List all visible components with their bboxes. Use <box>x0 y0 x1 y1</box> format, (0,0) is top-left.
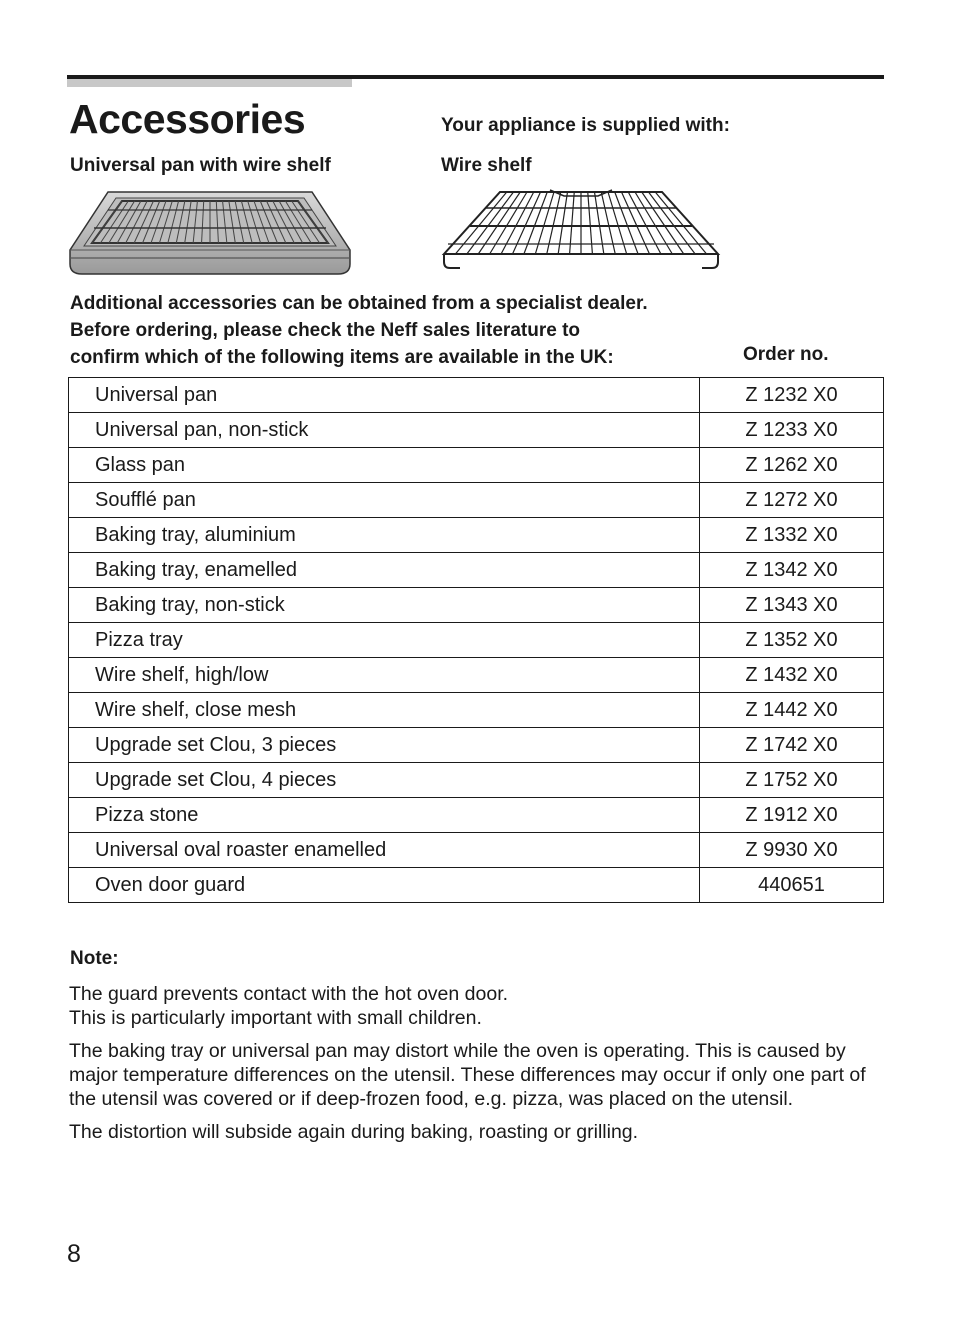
accessory-name: Baking tray, aluminium <box>69 518 700 553</box>
intro-line-1: Additional accessories can be obtained from a specialist dealer. <box>70 293 648 314</box>
accessory-order-number: Z 1742 X0 <box>700 728 884 763</box>
accessory-name: Soufflé pan <box>69 483 700 518</box>
accessory-order-number: Z 1343 X0 <box>700 588 884 623</box>
universal-pan-illustration <box>68 188 352 280</box>
accessory-name: Pizza stone <box>69 798 700 833</box>
table-row <box>69 798 884 833</box>
accessory-name: Wire shelf, high/low <box>69 658 700 693</box>
accessory-order-number: Z 1342 X0 <box>700 553 884 588</box>
table-row <box>69 658 884 693</box>
page-title: Accessories <box>69 96 306 142</box>
note-paragraph-1 <box>69 982 889 1030</box>
table-row <box>69 763 884 798</box>
accessory-name: Pizza tray <box>69 623 700 658</box>
note-p1-line-2: This is particularly important with small children. <box>69 1007 482 1029</box>
accessory-name: Baking tray, non-stick <box>69 588 700 623</box>
accessory-name: Universal pan, non-stick <box>69 413 700 448</box>
supplied-label: Your appliance is supplied with: <box>441 115 730 136</box>
wire-shelf-illustration <box>440 188 722 272</box>
wire-shelf-caption: Wire shelf <box>441 155 532 176</box>
table-row <box>69 623 884 658</box>
accessory-name: Oven door guard <box>69 868 700 903</box>
accessory-name: Universal oval roaster enamelled <box>69 833 700 868</box>
table-row <box>69 588 884 623</box>
table-row <box>69 693 884 728</box>
header-accent-bar <box>67 79 352 87</box>
intro-line-3: confirm which of the following items are available in the UK: <box>70 347 614 368</box>
accessory-order-number: Z 1332 X0 <box>700 518 884 553</box>
table-row <box>69 553 884 588</box>
accessory-name: Wire shelf, close mesh <box>69 693 700 728</box>
accessory-order-number: Z 1352 X0 <box>700 623 884 658</box>
note-paragraph-3: The distortion will subside again during baking, roasting or grilling. <box>69 1121 639 1143</box>
accessory-name: Universal pan <box>69 378 700 413</box>
table-row <box>69 868 884 903</box>
accessory-order-number: Z 9930 X0 <box>700 833 884 868</box>
order-no-header: Order no. <box>743 344 829 365</box>
table-row <box>69 448 884 483</box>
accessory-order-number: 440651 <box>700 868 884 903</box>
universal-pan-caption: Universal pan with wire shelf <box>70 155 331 176</box>
table-row <box>69 728 884 763</box>
table-row <box>69 378 884 413</box>
accessory-name: Upgrade set Clou, 4 pieces <box>69 763 700 798</box>
accessory-name: Glass pan <box>69 448 700 483</box>
page-number: 8 <box>67 1240 81 1268</box>
note-header: Note: <box>70 948 119 969</box>
accessory-order-number: Z 1233 X0 <box>700 413 884 448</box>
note-paragraph-2: The baking tray or universal pan may distort while the oven is operating. This is caused by major temperature differences on the utensil. These differences may occur if only one part of the utensil was covered or if deep-frozen food, e.g. pizza, was placed on the utensil. <box>69 1040 866 1110</box>
accessory-order-number: Z 1432 X0 <box>700 658 884 693</box>
table-row <box>69 518 884 553</box>
accessory-name: Upgrade set Clou, 3 pieces <box>69 728 700 763</box>
table-row <box>69 483 884 518</box>
accessories-table <box>68 377 884 903</box>
accessory-order-number: Z 1442 X0 <box>700 693 884 728</box>
notes-body <box>69 982 889 1153</box>
accessory-order-number: Z 1912 X0 <box>700 798 884 833</box>
table-row <box>69 833 884 868</box>
accessory-order-number: Z 1752 X0 <box>700 763 884 798</box>
accessory-order-number: Z 1232 X0 <box>700 378 884 413</box>
accessory-order-number: Z 1262 X0 <box>700 448 884 483</box>
accessory-order-number: Z 1272 X0 <box>700 483 884 518</box>
table-row <box>69 413 884 448</box>
note-p1-line-1: The guard prevents contact with the hot oven door. <box>69 983 509 1005</box>
intro-text <box>70 290 730 371</box>
intro-line-2: Before ordering, please check the Neff sales literature to <box>70 320 581 341</box>
accessory-name: Baking tray, enamelled <box>69 553 700 588</box>
